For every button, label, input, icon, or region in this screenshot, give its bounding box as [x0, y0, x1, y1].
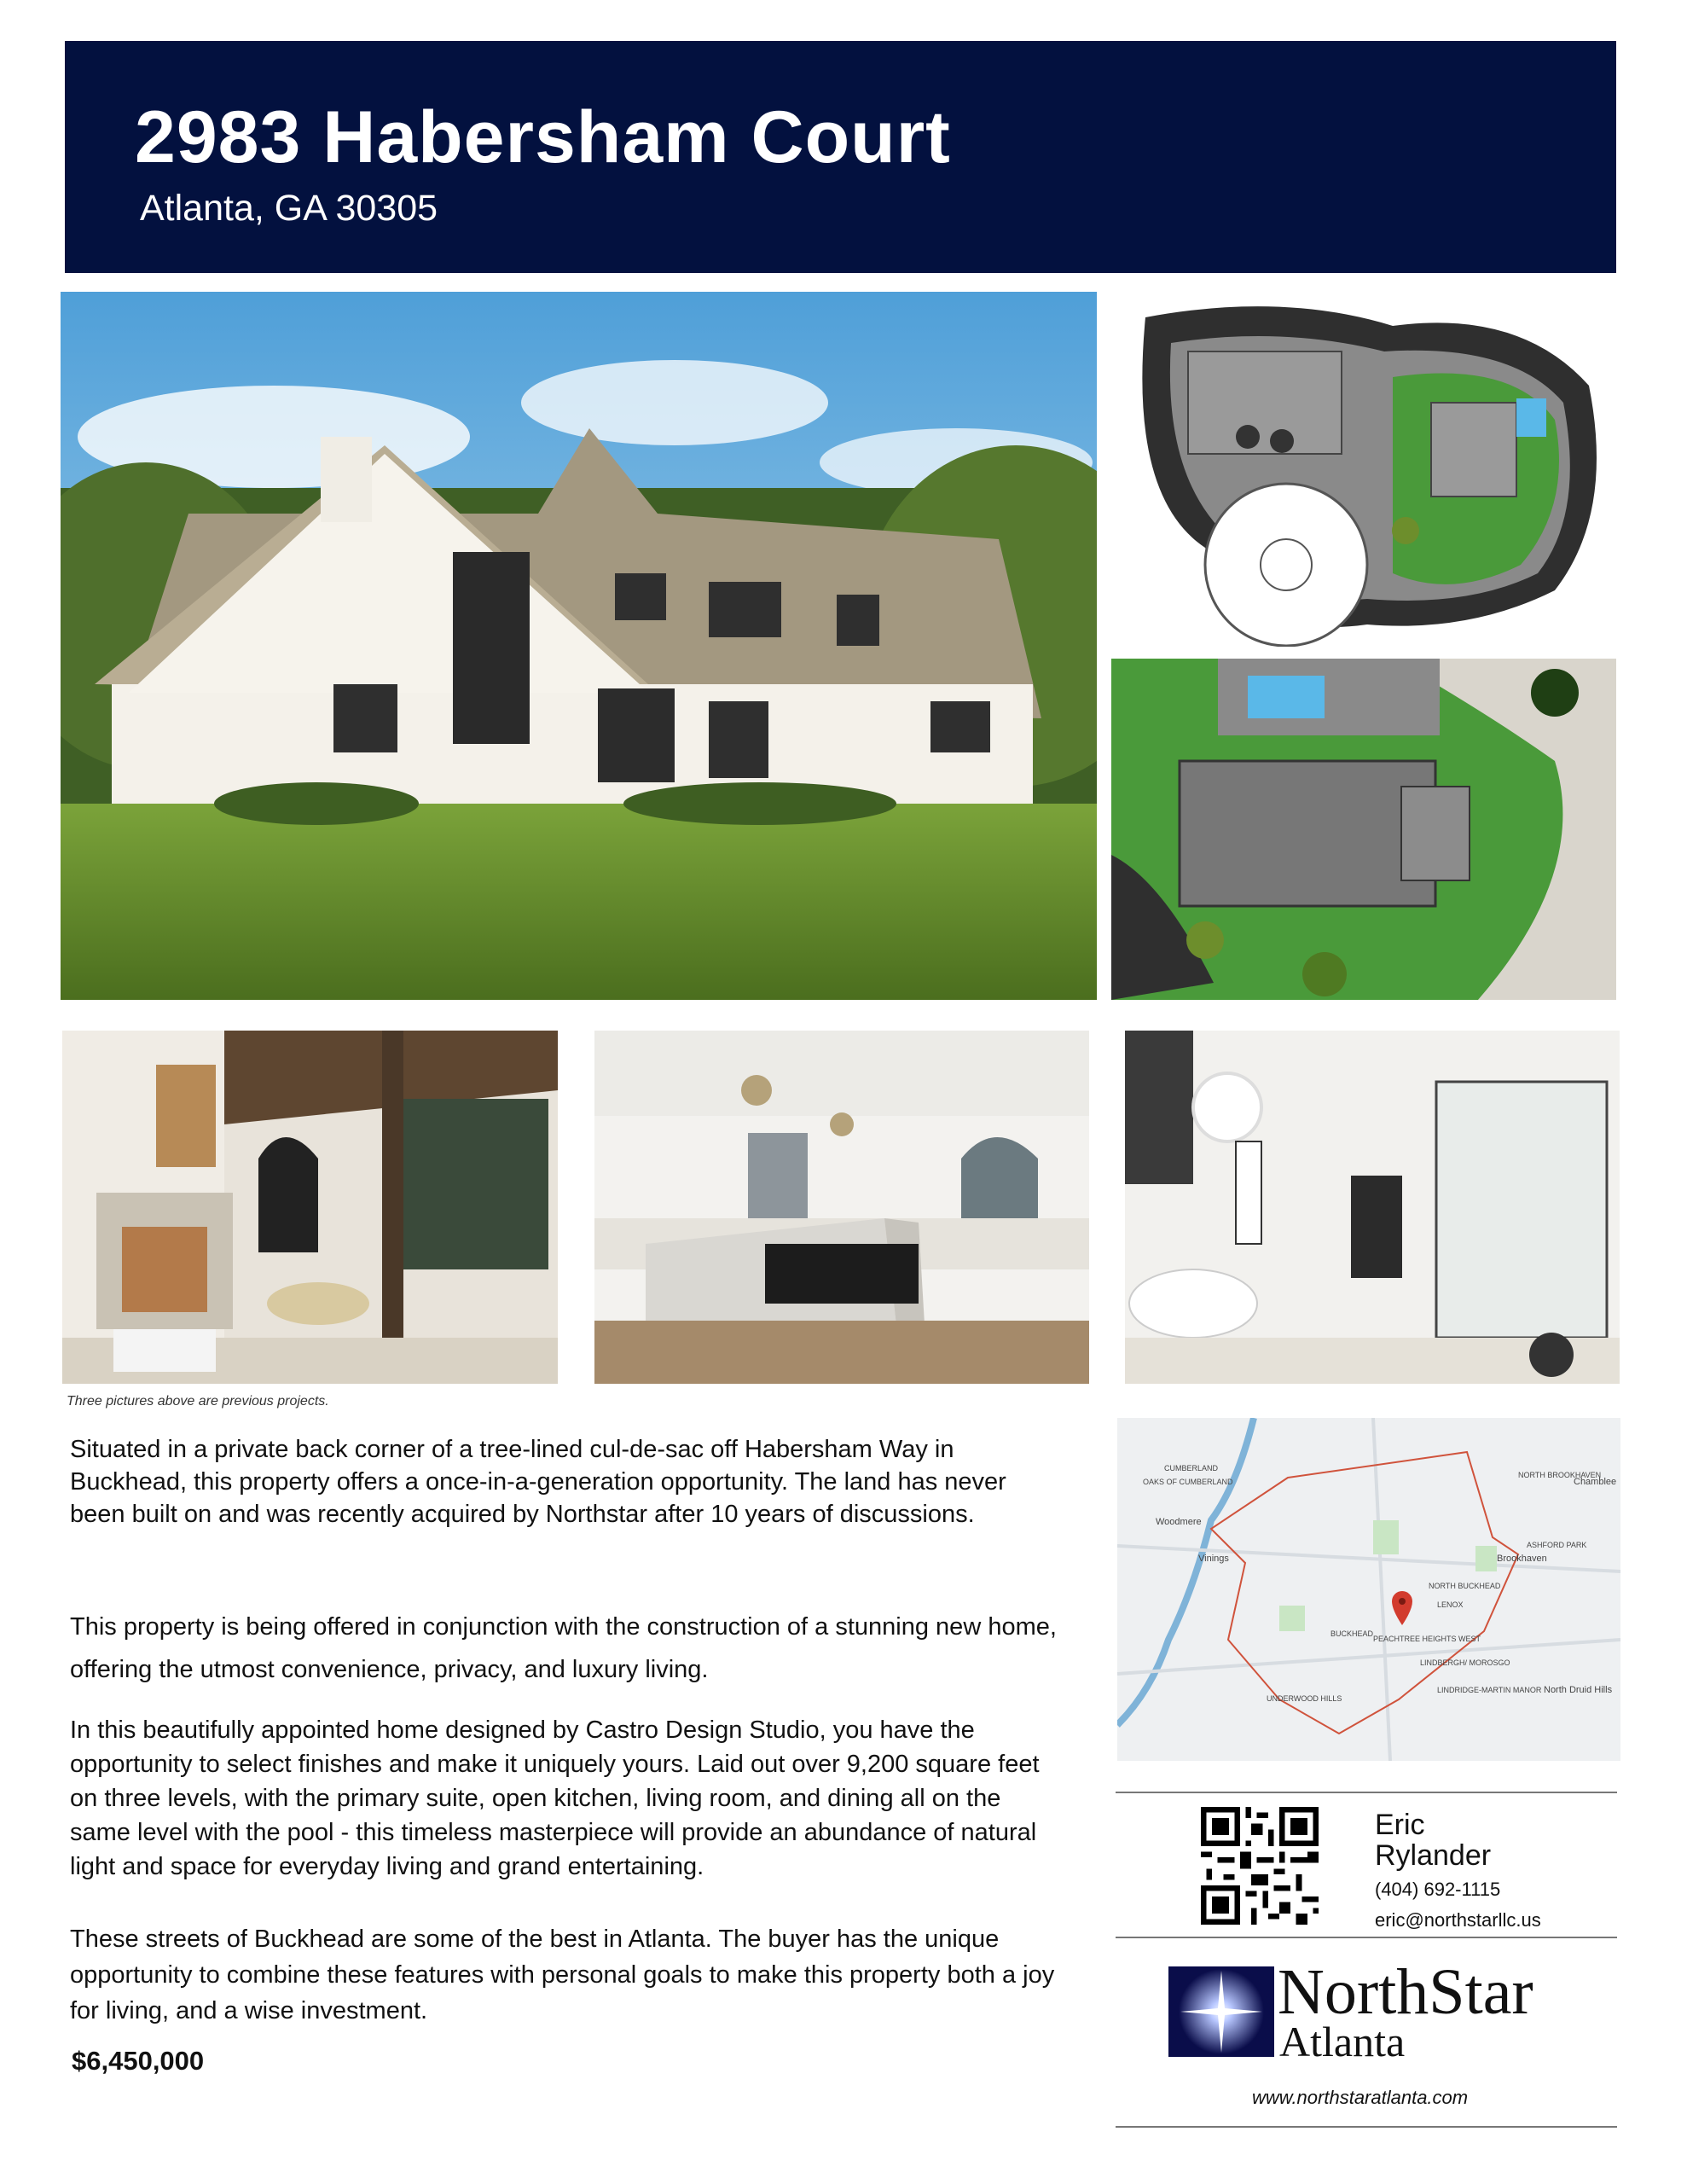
description-paragraph-4: These streets of Buckhead are some of the best in Atlanta. The buyer has the unique opportunity to combine these features with personal goals to make this property both a joy for living, and a wise investment. [70, 1926, 1055, 2024]
map-label: LENOX [1437, 1600, 1464, 1609]
photo-caption: Three pictures above are previous projects. [67, 1394, 329, 1409]
agent-email[interactable]: eric@northstarllc.us [1375, 1909, 1541, 1931]
agent-last-name: Rylander [1375, 1839, 1492, 1872]
map-label: PEACHTREE HEIGHTS WEST [1373, 1635, 1481, 1643]
header-banner [65, 41, 1616, 273]
map-label: Vinings [1198, 1554, 1229, 1564]
map-label: NORTH BUCKHEAD [1429, 1582, 1501, 1590]
map-label: LINDRIDGE-MARTIN MANOR [1437, 1686, 1542, 1694]
map-label: NORTH BROOKHAVEN [1518, 1471, 1602, 1479]
map-label: ASHFORD PARK [1527, 1541, 1587, 1549]
northstar-star-logo-icon [1168, 1966, 1274, 2057]
landscape-plan-image [1111, 659, 1616, 1000]
agent-phone[interactable]: (404) 692-1115 [1375, 1879, 1501, 1900]
property-city-subtitle: Atlanta, GA 30305 [140, 188, 438, 229]
map-label: Woodmere [1156, 1517, 1202, 1527]
map-label: North Druid Hills [1544, 1685, 1613, 1695]
map-label: Brookhaven [1497, 1554, 1547, 1564]
divider [1116, 2126, 1617, 2128]
description-paragraph-2: This property is being offered in conjunction with the construction of a stunning new home, offering the utmost convenience, privacy, and luxury living. [70, 1613, 1057, 1683]
property-address-title: 2983 Habersham Court [135, 96, 951, 178]
description-paragraph-1: Situated in a private back corner of a tree-lined cul-de-sac off Habersham Way in Buckhead, this property offers a once-in-a-generation opportunity. The land has never been built on and was recently acquired by Northstar after 10 years of discussions. [70, 1436, 1006, 1528]
map-label: CUMBERLAND [1164, 1464, 1219, 1472]
area-map [1117, 1418, 1620, 1761]
brand-city: Atlanta [1279, 2018, 1406, 2065]
website-link[interactable]: www.northstaratlanta.com [1252, 2087, 1469, 2108]
living-room-photo [62, 1031, 558, 1384]
description-paragraph-3: In this beautifully appointed home designed by Castro Design Studio, you have the opportunity to select finishes and make it uniquely yours. Laid out over 9,200 square feet on three levels, with the primary suite, open kitchen, living room, and dining all on the same level with the pool - this timeless masterpiece will provide an abundance of natural light and space for everyday living and grand entertaining. [70, 1716, 1040, 1880]
site-plan-image [1111, 292, 1615, 647]
brand-name: NorthStar [1278, 1956, 1533, 2028]
divider [1116, 1937, 1617, 1938]
hero-exterior-image [61, 292, 1097, 1000]
kitchen-photo [594, 1031, 1089, 1384]
bathroom-photo [1125, 1031, 1620, 1384]
divider [1116, 1792, 1617, 1793]
map-label: UNDERWOOD HILLS [1267, 1694, 1342, 1703]
map-label: Chamblee [1574, 1477, 1617, 1487]
map-label: OAKS OF CUMBERLAND [1143, 1478, 1233, 1486]
map-label: LINDBERGH/ MOROSGO [1420, 1658, 1510, 1667]
listing-price: $6,450,000 [72, 2046, 205, 2076]
map-label: BUCKHEAD [1330, 1629, 1374, 1638]
agent-first-name: Eric [1375, 1809, 1425, 1841]
qr-code-icon[interactable] [1201, 1807, 1319, 1925]
